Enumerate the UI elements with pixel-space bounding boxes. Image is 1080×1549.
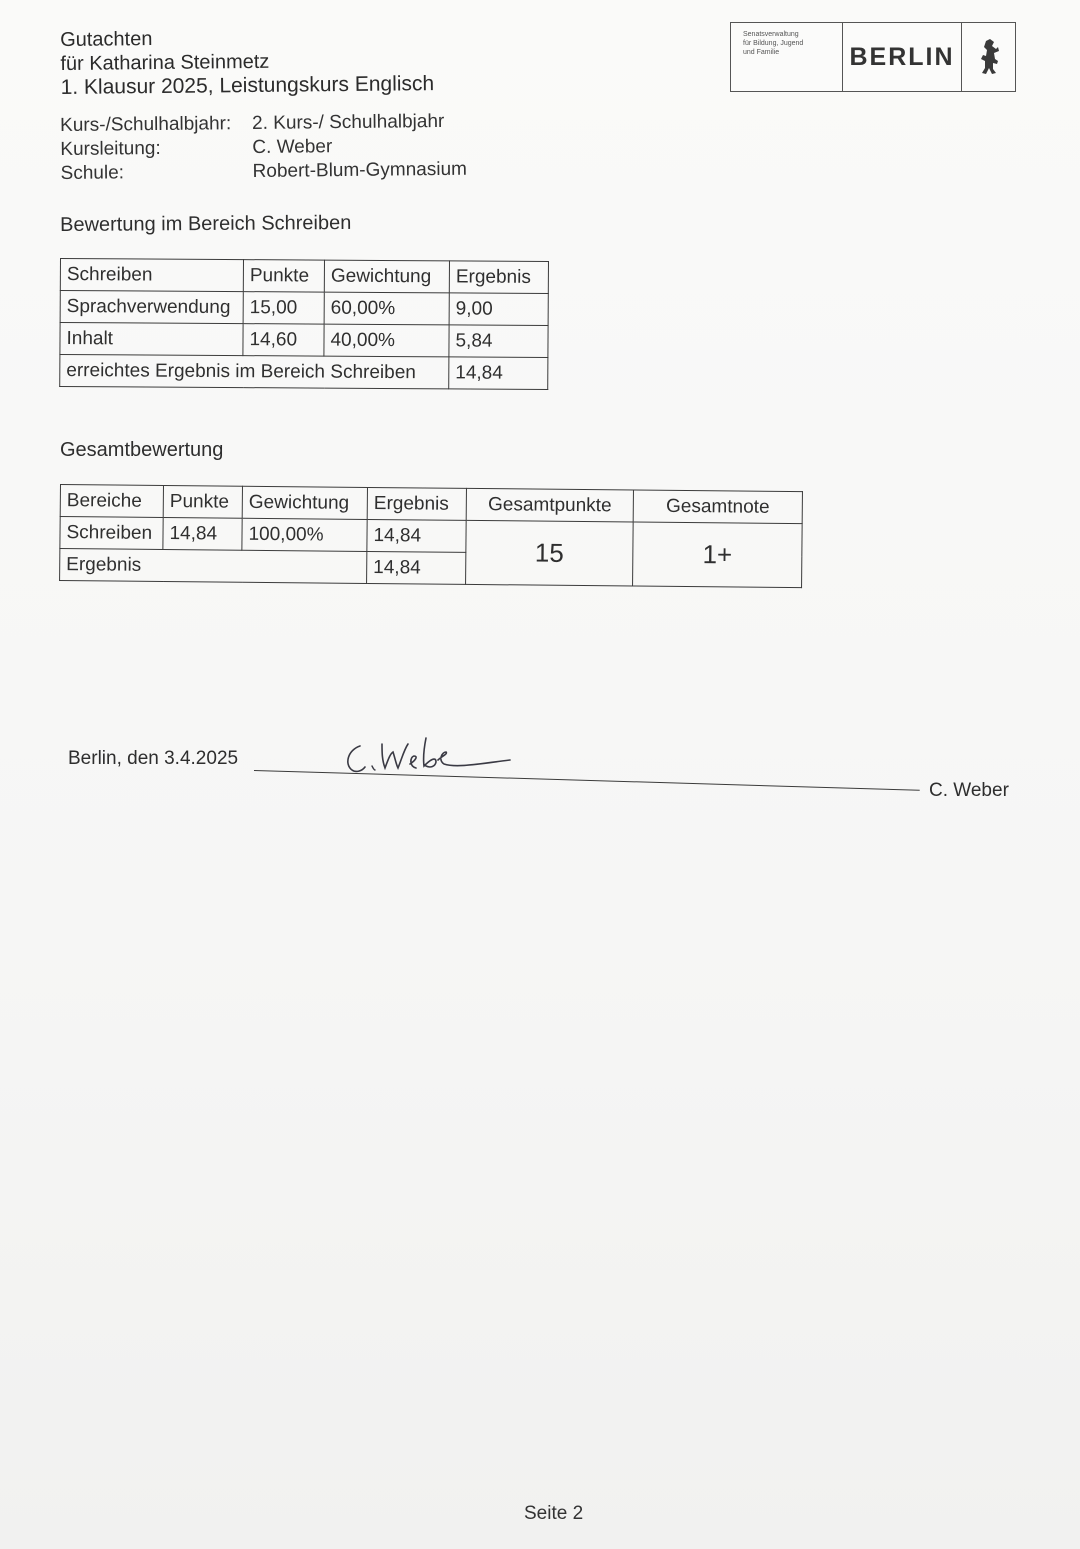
writing-section-title: Bewertung im Bereich Schreiben <box>60 211 352 236</box>
column-header: Bereiche <box>60 485 163 518</box>
table-cell: Sprachverwendung <box>60 291 243 324</box>
berlin-bear-icon <box>962 23 1015 91</box>
column-header: Gesamtpunkte <box>466 488 633 522</box>
writing-score-table <box>59 258 549 390</box>
total-value: 14,84 <box>449 357 548 390</box>
table-total-row <box>60 355 548 390</box>
course-info <box>60 110 467 186</box>
handwritten-signature <box>338 730 518 782</box>
berlin-senate-logo <box>730 22 1016 92</box>
table-cell: 14,84 <box>163 517 242 550</box>
table-cell: 100,00% <box>242 518 367 551</box>
result-label: Ergebnis <box>60 549 367 584</box>
table-cell: 60,00% <box>324 292 449 325</box>
column-header: Ergebnis <box>367 487 466 520</box>
column-header: Schreiben <box>60 259 243 292</box>
overall-section-title: Gesamtbewertung <box>60 439 224 461</box>
logo-department <box>731 23 843 91</box>
table-row <box>60 323 548 358</box>
table-header-row <box>60 259 548 294</box>
info-value: C. Weber <box>252 136 333 158</box>
result-value: 14,84 <box>367 551 466 584</box>
table-cell: 5,84 <box>449 325 548 358</box>
info-row-school <box>61 158 468 186</box>
column-header: Punkte <box>163 485 242 518</box>
logo-dept-line: und Familie <box>743 49 780 56</box>
column-header: Gewichtung <box>324 260 449 293</box>
document-type: Gutachten <box>60 28 153 51</box>
table-cell: Inhalt <box>60 323 243 356</box>
final-grade: 1+ <box>633 522 803 588</box>
table-cell: 14,84 <box>367 519 466 552</box>
column-header: Punkte <box>243 260 324 292</box>
info-value: 2. Kurs-/ Schulhalbjahr <box>251 110 445 134</box>
student-name: für Katharina Steinmetz <box>60 50 270 75</box>
table-cell: 15,00 <box>243 292 324 324</box>
table-cell: Schreiben <box>60 517 163 550</box>
exam-title: 1. Klausur 2025, Leistungskurs Englisch <box>60 72 435 99</box>
place-and-date: Berlin, den 3.4.2025 <box>68 748 239 769</box>
page-number: Seite 2 <box>524 1503 584 1524</box>
column-header: Ergebnis <box>449 261 548 294</box>
table-cell: 14,60 <box>243 324 324 356</box>
info-label: Schule: <box>60 162 125 184</box>
column-header: Gewichtung <box>242 486 367 519</box>
table-cell: 9,00 <box>449 293 548 326</box>
info-label: Kursleitung: <box>60 137 161 160</box>
logo-dept-line: Senatsverwaltung <box>743 31 799 38</box>
info-row-term <box>60 110 467 138</box>
logo-city: BERLIN <box>843 23 962 91</box>
column-header: Gesamtnote <box>633 490 802 524</box>
overall-score-table <box>59 484 803 588</box>
signer-name: C. Weber <box>929 780 1009 801</box>
total-label: erreichtes Ergebnis im Bereich Schreiben <box>60 355 449 389</box>
info-label: Kurs-/Schulhalbjahr: <box>60 113 232 136</box>
table-cell: 40,00% <box>324 324 449 357</box>
table-row <box>60 291 548 326</box>
document-header <box>60 24 434 100</box>
logo-dept-line: für Bildung, Jugend <box>743 40 804 47</box>
total-points: 15 <box>466 520 634 586</box>
info-value: Robert-Blum-Gymnasium <box>252 158 468 182</box>
